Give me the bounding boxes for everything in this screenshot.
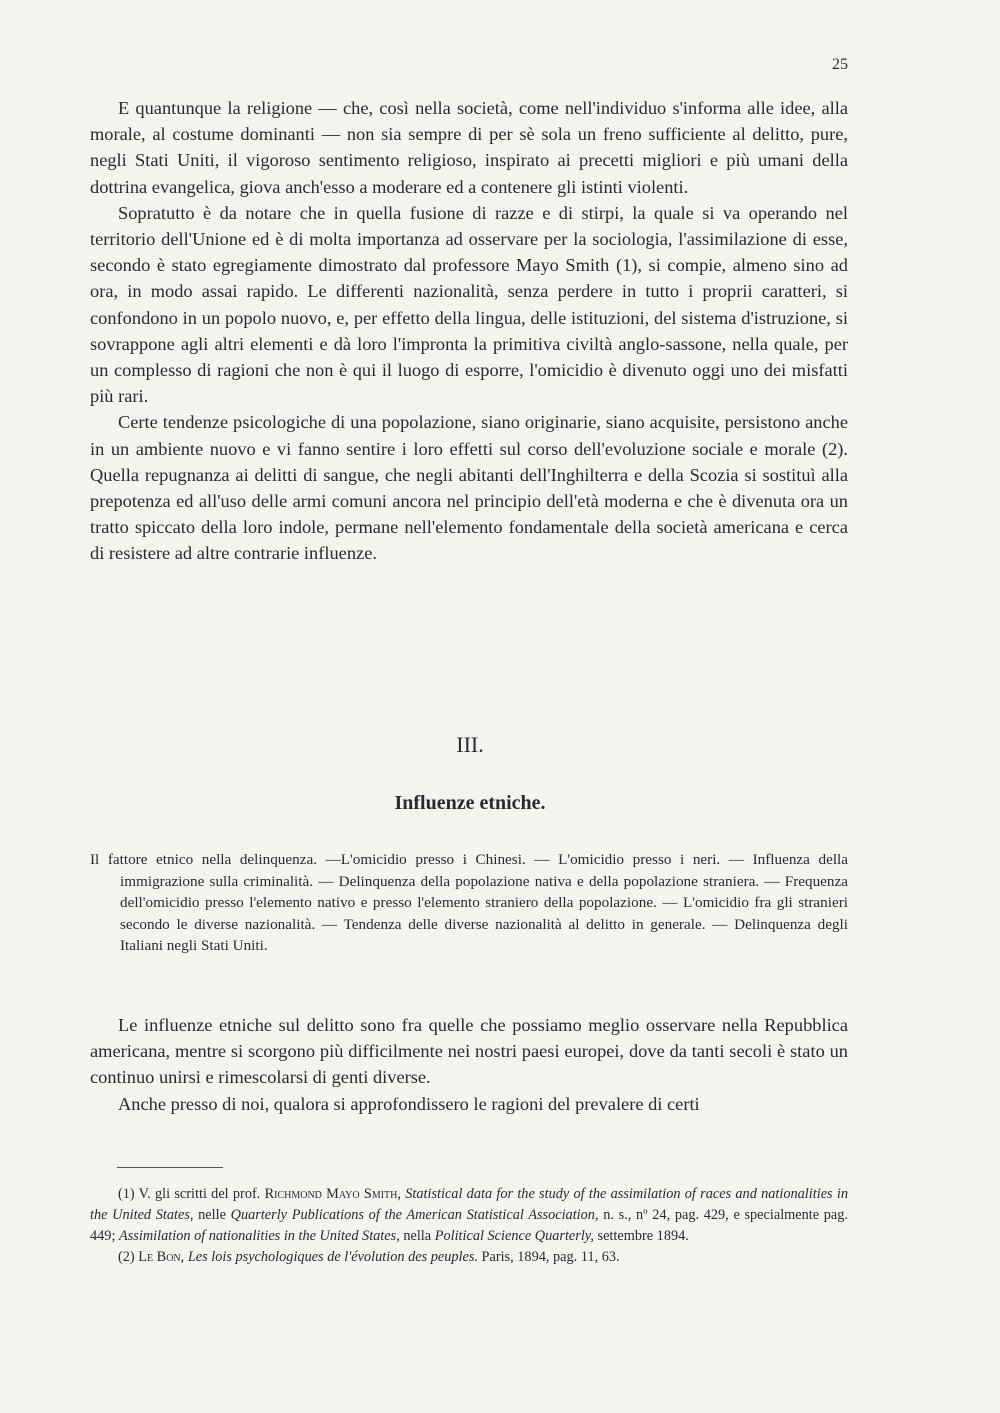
paragraph: E quantunque la religione — che, così nella società, come nell'individuo s'informa alle idee, alla morale, al costume dominanti — non sia sempre di per sè sola un freno sufficiente al delitto, pure, negli Stati Uniti, il vigoroso sentimento religioso, inspirato ai precetti migliori e più umani della dottrina evangelica, giova anch'esso a moderare ed a contenere gli istinti violenti. bbox=[90, 98, 848, 197]
section-number: III. bbox=[456, 732, 484, 757]
footnote-text: n. s., nº 24, pag. 429, e specialmente pag. 449; bbox=[90, 1207, 848, 1244]
section-title: Influenze etniche. bbox=[394, 792, 546, 814]
page-number: 25 bbox=[832, 56, 848, 73]
footnote-text: settembre 1894. bbox=[597, 1228, 689, 1244]
paragraph: Anche presso di noi, qualora si approfondissero le ragioni del prevalere di certi bbox=[118, 1093, 700, 1114]
footnote-journal: Quarterly Publications of the American Statistical Association, bbox=[230, 1207, 599, 1223]
footnote-text: Paris, 1894, pag. 11, 63. bbox=[481, 1249, 620, 1265]
footnote-1 bbox=[90, 1184, 848, 1247]
paragraph: Certe tendenze psicologiche di una popolazione, siano originarie, siano acquisite, persistono anche in un ambiente nuovo e vi fanno sentire i loro effetti sul corso dell'evoluzione sociale e morale (2). Quella repugnanza ai delitti di sangue, che negli abitanti dell'Inghilterra e della Scozia si sostituì alla prepotenza ed all'uso delle armi comuni ancora nel principio dell'età moderna e che è divenuta ora un tratto spiccato della loro indole, permane nell'elemento fondamentale della società americana e cerca di resistere ad altre contrarie influenze. bbox=[90, 412, 848, 564]
section-summary: Il fattore etnico nella delinquenza. —L'omicidio presso i Chinesi. — L'omicidio presso i neri. — Influenza della immigrazione sulla criminalità. — Delinquenza della popolazione nativa e della popolazione straniera. — Frequenza dell'omicidio presso l'elemento nativo e presso l'elemento straniero della popolazione. — L'omicidio fra gli stranieri secondo le diverse nazionalità. — Tendenza delle diverse nazionalità al delitto in generale. — Delinquenza degli Italiani negli Stati Uniti. bbox=[90, 851, 848, 954]
footnote-title: Les lois psychologiques de l'évolution des peuples. bbox=[187, 1249, 478, 1265]
footnote-divider bbox=[117, 1167, 223, 1168]
body-text bbox=[90, 95, 848, 567]
footnote-author: Richmond Mayo Smith, bbox=[264, 1186, 401, 1202]
lower-body-text bbox=[90, 1012, 848, 1117]
footnote-marker: (1) V. gli scritti del prof. bbox=[118, 1186, 261, 1202]
footnote-author: Le Bon, bbox=[138, 1249, 185, 1265]
paragraph: Le influenze etniche sul delitto sono fra quelle che possiamo meglio osservare nella Repubblica americana, mentre si scorgono più difficilmente nei nostri paesi europei, dove da tanti secoli è stato un continuo unirsi e rimescolarsi di genti diverse. bbox=[90, 1015, 848, 1088]
footnote-title: Statistical data for the study of the assimilation of races and nationalities in the United States, bbox=[90, 1186, 848, 1223]
footnote-2 bbox=[90, 1247, 848, 1268]
footnote-title: Assimilation of nationalities in the United States, bbox=[119, 1228, 400, 1244]
footnote-text: nella bbox=[403, 1228, 432, 1244]
paragraph: Sopratutto è da notare che in quella fusione di razze e di stirpi, la quale si va operando nel territorio dell'Unione ed è di molta importanza ad osservare per la sociologia, l'assimilazione di esse, secondo è stato egregiamente dimostrato dal professore Mayo Smith (1), si compie, almeno sino ad ora, in modo assai rapido. Le differenti nazionalità, senza perdere in tutto i proprii caratteri, si confondono in un popolo nuovo, e, per effetto della lingua, delle istituzioni, del sistema d'istruzione, si sovrappone agli altri elementi e dà loro l'impronta la primitiva civiltà anglo-sassone, nella quale, per un complesso di ragioni che non è qui il luogo di esporre, l'omicidio è divenuto oggi uno dei misfatti più rari. bbox=[90, 202, 848, 407]
footnote-text: nelle bbox=[198, 1207, 226, 1223]
footnote-journal: Political Science Quarterly, bbox=[434, 1228, 594, 1244]
footnotes bbox=[90, 1184, 848, 1268]
footnote-marker: (2) bbox=[118, 1249, 135, 1265]
